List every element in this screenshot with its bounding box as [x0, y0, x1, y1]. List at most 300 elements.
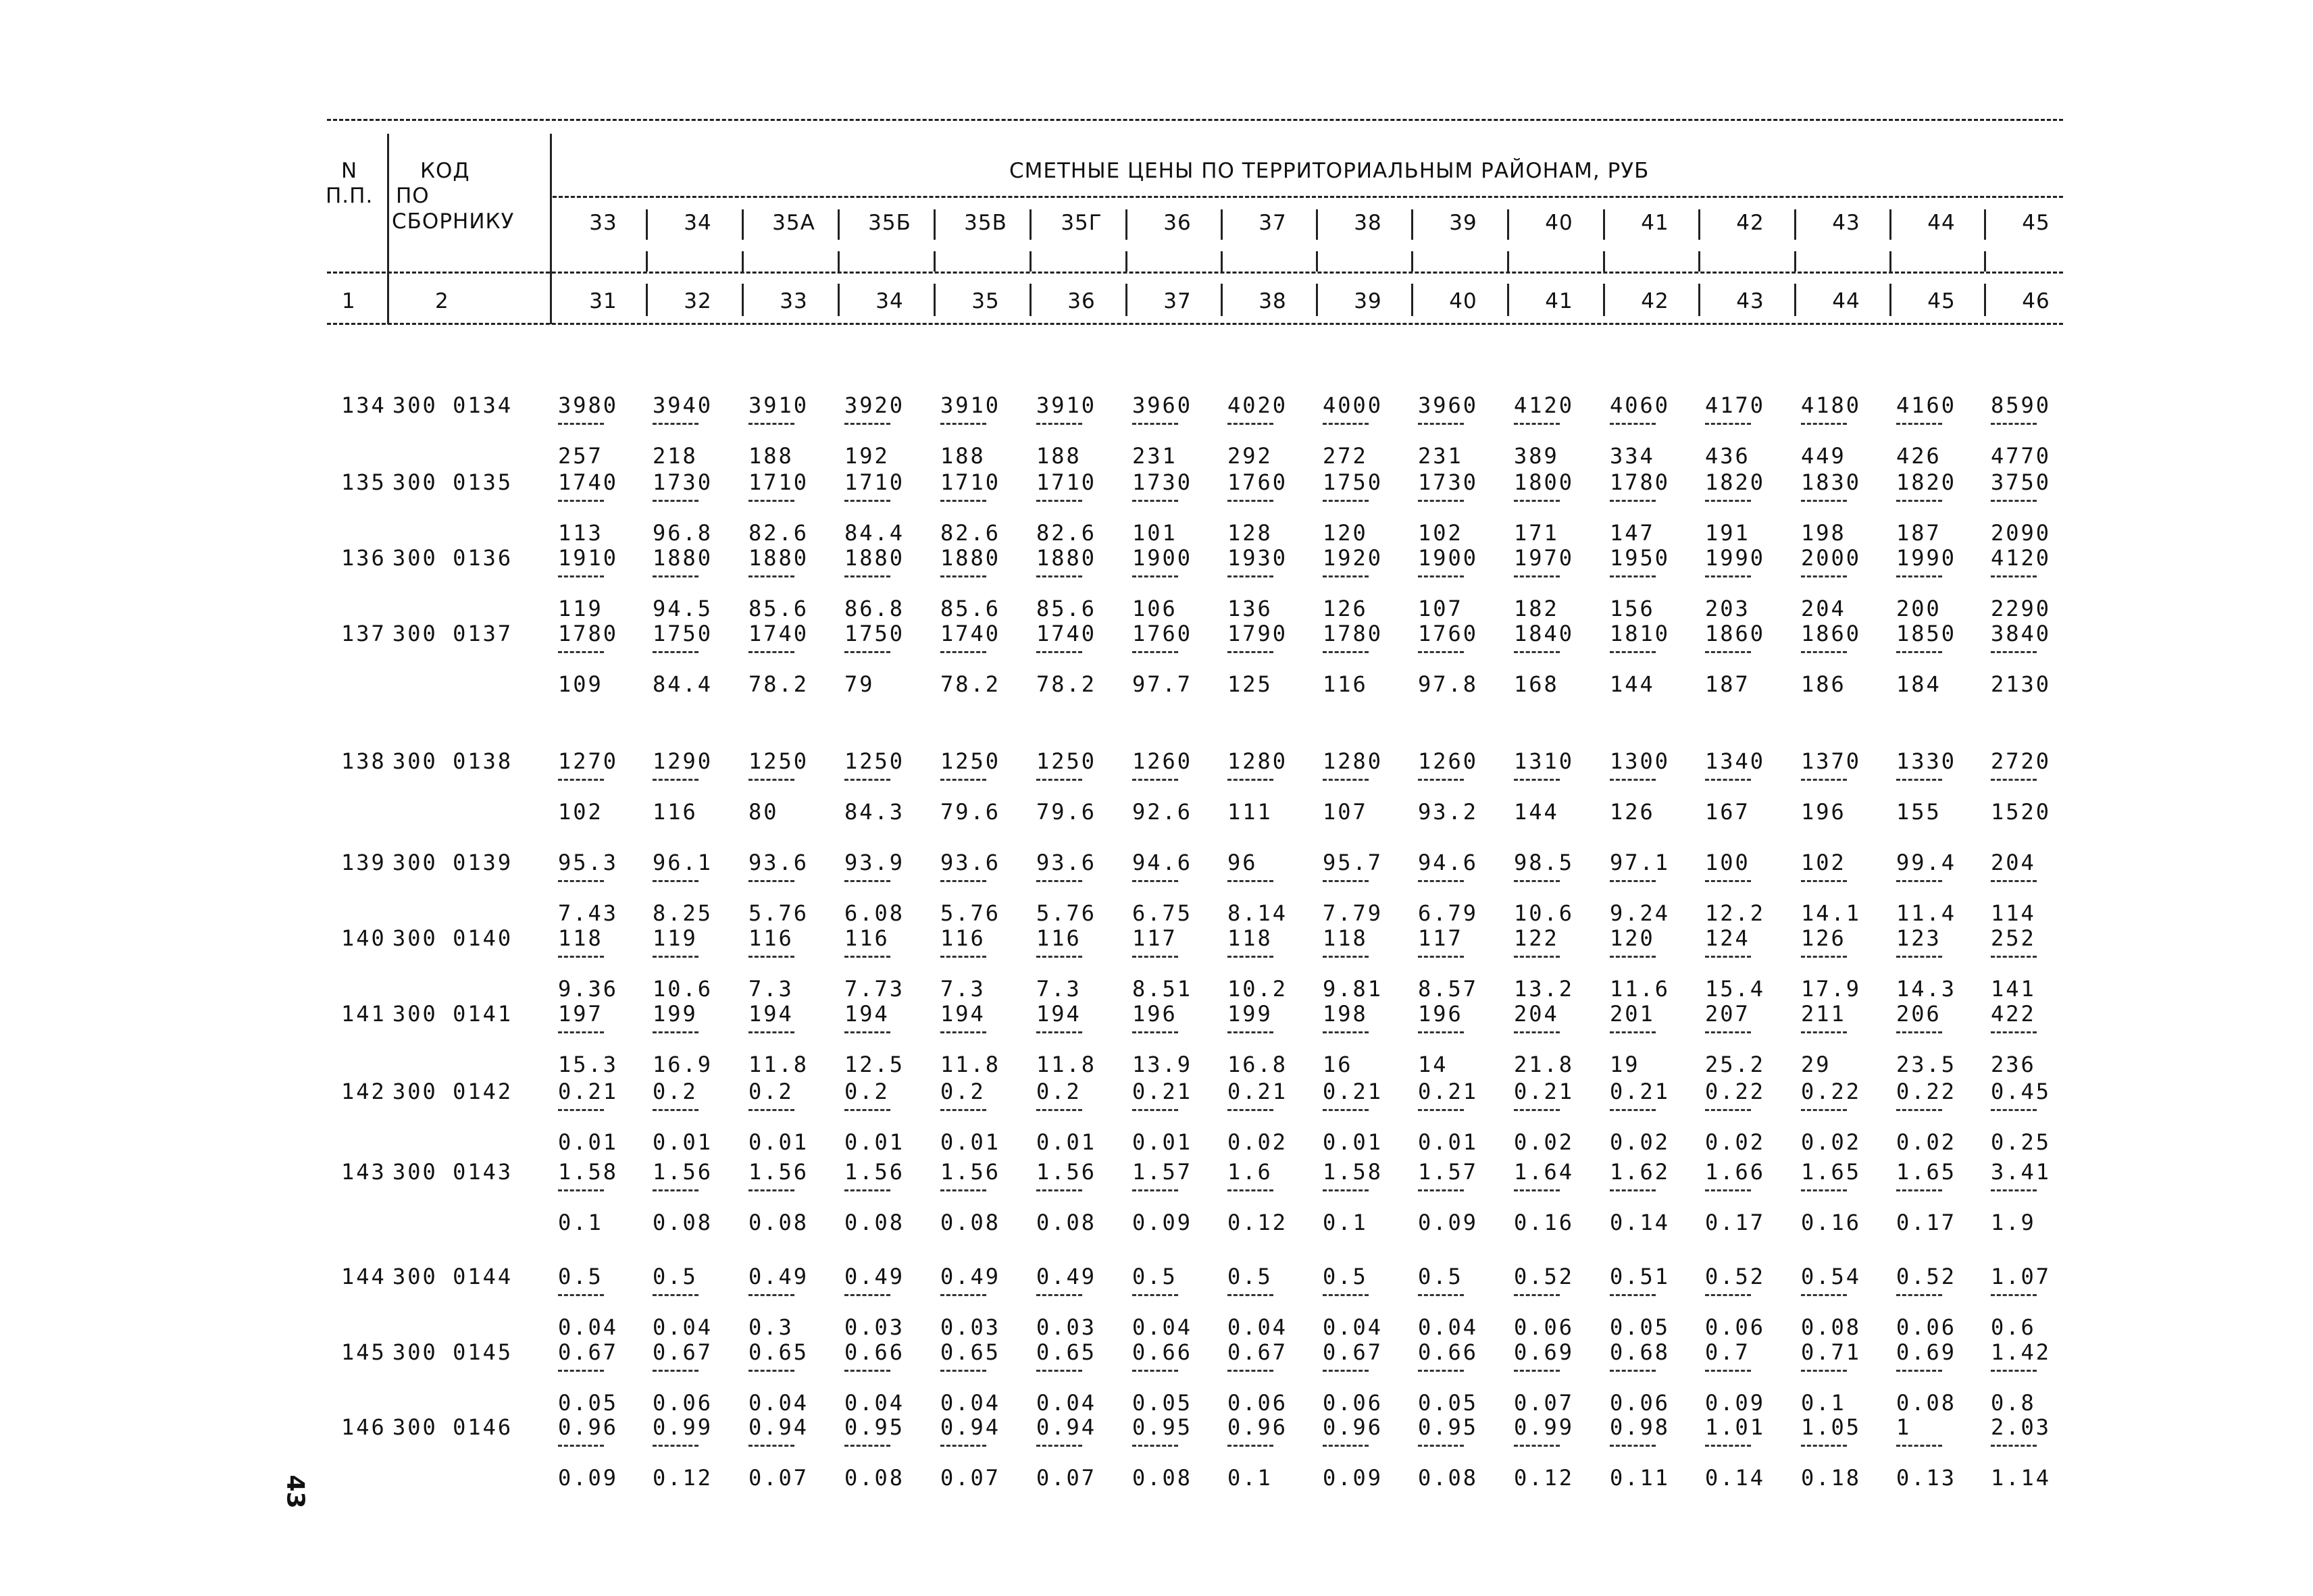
fraction-bar: [844, 1370, 890, 1372]
price-value-lower: 144: [1610, 671, 1655, 697]
price-value-lower: 168: [1514, 671, 1559, 697]
price-value-lower: 0.14: [1610, 1210, 1671, 1235]
fraction-bar: [1705, 1109, 1751, 1111]
fraction-bar: [748, 1370, 794, 1372]
price-value-lower: 0.6: [1991, 1314, 2036, 1340]
price-value: 116: [940, 925, 986, 951]
price-value-lower: 7.3: [1036, 976, 1082, 1002]
fraction-bar: [1610, 423, 1656, 425]
price-value: 1: [1896, 1414, 1912, 1440]
price-value: 204: [1514, 1001, 1559, 1027]
fraction-bar: [1896, 1109, 1942, 1111]
row-number: 141: [341, 1001, 386, 1027]
fraction-bar: [558, 500, 604, 502]
price-value-lower: 0.08: [844, 1210, 905, 1235]
price-value: 1370: [1801, 748, 1862, 774]
price-value-lower: 0.07: [1036, 1465, 1097, 1491]
column-number: 44: [1832, 289, 1860, 313]
fraction-bar: [1991, 779, 2037, 781]
price-value-lower: 16.9: [653, 1052, 713, 1077]
col-np-label-1: N: [341, 159, 358, 183]
price-value-lower: 10.6: [653, 976, 713, 1002]
fraction-bar: [1514, 575, 1560, 577]
fraction-bar: [1514, 779, 1560, 781]
fraction-bar: [844, 1294, 890, 1296]
price-value-lower: 231: [1132, 443, 1177, 469]
col-code-label-1: КОД: [420, 159, 470, 183]
price-value: 3940: [653, 392, 713, 418]
fraction-bar: [1991, 575, 2037, 577]
price-value: 8590: [1991, 392, 2052, 418]
price-value-lower: 7.73: [844, 976, 905, 1002]
price-value-lower: 8.51: [1132, 976, 1193, 1002]
price-value-lower: 126: [1610, 799, 1655, 825]
row-number: 135: [341, 469, 386, 495]
fraction-bar: [748, 1294, 794, 1296]
fraction-bar: [1610, 1445, 1656, 1447]
fraction-bar: [940, 779, 986, 781]
price-value: 98.5: [1514, 850, 1575, 875]
fraction-bar: [1705, 779, 1751, 781]
price-value-lower: 0.08: [1896, 1390, 1957, 1416]
fraction-bar: [1896, 1370, 1942, 1372]
price-value: 1880: [844, 545, 905, 571]
fraction-bar: [1991, 1445, 2037, 1447]
column-number-divider: [1889, 284, 1891, 316]
fraction-bar: [1036, 779, 1082, 781]
price-value: 118: [1323, 925, 1368, 951]
price-value: 0.96: [1227, 1414, 1288, 1440]
price-value-lower: 8.57: [1418, 976, 1479, 1002]
fraction-bar: [1036, 575, 1082, 577]
price-value: 1.65: [1896, 1159, 1957, 1185]
district-divider: [1698, 251, 1700, 272]
price-value: 1990: [1705, 545, 1766, 571]
price-value-lower: 0.02: [1801, 1129, 1862, 1155]
row-code: 300 0144: [392, 1264, 513, 1289]
fraction-bar: [558, 1031, 604, 1033]
price-value-lower: 0.04: [844, 1390, 905, 1416]
price-value: 1270: [558, 748, 619, 774]
price-value: 1910: [558, 545, 619, 571]
price-value: 122: [1514, 925, 1559, 951]
fraction-bar: [1801, 1189, 1847, 1191]
price-value-lower: 4770: [1991, 443, 2052, 469]
column-number: 33: [780, 289, 808, 313]
price-value: 0.21: [1418, 1079, 1479, 1104]
price-value: 3960: [1418, 392, 1479, 418]
price-value-lower: 0.09: [1418, 1210, 1479, 1235]
fraction-bar: [653, 880, 698, 882]
price-value-lower: 0.16: [1801, 1210, 1862, 1235]
price-value-lower: 0.09: [1323, 1465, 1383, 1491]
price-value: 194: [844, 1001, 890, 1027]
price-value-lower: 0.17: [1705, 1210, 1766, 1235]
price-value: 1850: [1896, 621, 1957, 646]
district-divider: [838, 209, 840, 240]
district-header: 34: [684, 211, 712, 235]
price-value: 4120: [1514, 392, 1575, 418]
fraction-bar: [1418, 1189, 1464, 1191]
price-value: 1260: [1132, 748, 1193, 774]
price-value-lower: 5.76: [1036, 900, 1097, 926]
price-value-lower: 0.09: [1705, 1390, 1766, 1416]
fraction-bar: [1705, 423, 1751, 425]
price-value-lower: 0.08: [1801, 1314, 1862, 1340]
price-value: 0.94: [940, 1414, 1001, 1440]
fraction-bar: [1896, 1031, 1942, 1033]
fraction-bar: [1610, 651, 1656, 653]
price-value: 0.2: [653, 1079, 698, 1104]
price-value-lower: 426: [1896, 443, 1941, 469]
price-value-lower: 126: [1323, 596, 1368, 621]
price-value: 1780: [1323, 621, 1383, 646]
price-value-lower: 0.08: [844, 1465, 905, 1491]
price-value-lower: 0.14: [1705, 1465, 1766, 1491]
fraction-bar: [844, 1189, 890, 1191]
fraction-bar: [558, 956, 604, 958]
district-divider: [934, 251, 936, 272]
fraction-bar: [1418, 880, 1464, 882]
district-header: 35А: [772, 211, 815, 235]
fraction-bar: [1418, 1445, 1464, 1447]
row-number: 146: [341, 1414, 386, 1440]
price-value: 0.94: [748, 1414, 809, 1440]
price-value-lower: 106: [1132, 596, 1177, 621]
fraction-bar: [940, 575, 986, 577]
price-value: 0.49: [1036, 1264, 1097, 1289]
price-value-lower: 116: [1323, 671, 1368, 697]
price-value: 1250: [748, 748, 809, 774]
price-value-lower: 94.5: [653, 596, 713, 621]
fraction-bar: [1227, 956, 1273, 958]
price-value: 4170: [1705, 392, 1766, 418]
price-value-lower: 188: [748, 443, 794, 469]
price-value: 116: [1036, 925, 1082, 951]
price-value: 1280: [1227, 748, 1288, 774]
column-number-divider: [1794, 284, 1796, 316]
price-value: 1740: [940, 621, 1001, 646]
price-value-lower: 196: [1801, 799, 1846, 825]
fraction-bar: [844, 880, 890, 882]
price-value: 1730: [653, 469, 713, 495]
price-value: 1.58: [558, 1159, 619, 1185]
price-value-lower: 107: [1323, 799, 1368, 825]
price-value: 0.2: [748, 1079, 794, 1104]
price-value-lower: 187: [1705, 671, 1750, 697]
row-number: 139: [341, 850, 386, 875]
fraction-bar: [748, 1109, 794, 1111]
fraction-bar: [1801, 1445, 1847, 1447]
price-value-lower: 144: [1514, 799, 1559, 825]
price-value-lower: 13.9: [1132, 1052, 1193, 1077]
fraction-bar: [558, 575, 604, 577]
fraction-bar: [844, 651, 890, 653]
price-value: 3910: [748, 392, 809, 418]
price-value-lower: 97.8: [1418, 671, 1479, 697]
fraction-bar: [653, 956, 698, 958]
price-value-lower: 0.16: [1514, 1210, 1575, 1235]
price-value: 95.3: [558, 850, 619, 875]
price-value: 1920: [1323, 545, 1383, 571]
fraction-bar: [1323, 1189, 1369, 1191]
price-value-lower: 25.2: [1705, 1052, 1766, 1077]
column-number-divider: [1125, 284, 1127, 316]
fraction-bar: [1036, 1189, 1082, 1191]
fraction-bar: [1132, 500, 1178, 502]
price-value: 117: [1418, 925, 1463, 951]
price-value-lower: 188: [940, 443, 986, 469]
price-value: 1250: [940, 748, 1001, 774]
fraction-bar: [1896, 500, 1942, 502]
fraction-bar: [1227, 779, 1273, 781]
price-value: 1950: [1610, 545, 1671, 571]
price-value-lower: 0.06: [1705, 1314, 1766, 1340]
fraction-bar: [940, 880, 986, 882]
price-value-lower: 8.25: [653, 900, 713, 926]
price-value: 3.41: [1991, 1159, 2052, 1185]
district-header: 33: [589, 211, 617, 235]
fraction-bar: [1991, 1189, 2037, 1191]
fraction-bar: [1227, 1189, 1273, 1191]
fraction-bar: [653, 1189, 698, 1191]
price-value: 1730: [1418, 469, 1479, 495]
district-header: 42: [1736, 211, 1764, 235]
fraction-bar: [1227, 1031, 1273, 1033]
price-value: 0.49: [748, 1264, 809, 1289]
fraction-bar: [558, 1189, 604, 1191]
price-value: 1880: [748, 545, 809, 571]
price-value: 1820: [1705, 469, 1766, 495]
fraction-bar: [1132, 880, 1178, 882]
price-value-lower: 119: [558, 596, 603, 621]
district-header: 35В: [964, 211, 1007, 235]
top-rule: [327, 119, 2063, 121]
price-value-lower: 16.8: [1227, 1052, 1288, 1077]
price-value-lower: 9.36: [558, 976, 619, 1002]
fraction-bar: [1610, 1294, 1656, 1296]
price-value: 0.22: [1801, 1079, 1862, 1104]
price-value: 0.99: [1514, 1414, 1575, 1440]
price-value-lower: 0.06: [1323, 1390, 1383, 1416]
column-number-divider: [1411, 284, 1413, 316]
fraction-bar: [558, 1294, 604, 1296]
price-value-lower: 0.04: [1323, 1314, 1383, 1340]
price-value: 1760: [1227, 469, 1288, 495]
fraction-bar: [1227, 1370, 1273, 1372]
price-value-lower: 0.1: [1801, 1390, 1846, 1416]
fraction-bar: [1991, 651, 2037, 653]
price-value-lower: 0.05: [558, 1390, 619, 1416]
fraction-bar: [748, 1031, 794, 1033]
fraction-bar: [1036, 1445, 1082, 1447]
fraction-bar: [1132, 1445, 1178, 1447]
price-value-lower: 0.1: [558, 1210, 603, 1235]
row-number: 142: [341, 1079, 386, 1104]
fraction-bar: [1418, 651, 1464, 653]
price-value: 100: [1705, 850, 1750, 875]
fraction-bar: [1514, 1370, 1560, 1372]
fraction-bar: [558, 779, 604, 781]
fraction-bar: [1323, 1294, 1369, 1296]
price-value-lower: 0.07: [940, 1465, 1001, 1491]
fraction-bar: [1991, 1031, 2037, 1033]
price-value: 0.21: [1132, 1079, 1193, 1104]
district-divider: [742, 251, 744, 272]
price-value-lower: 0.13: [1896, 1465, 1957, 1491]
fraction-bar: [748, 779, 794, 781]
district-divider: [1125, 209, 1127, 240]
price-value-lower: 102: [558, 799, 603, 825]
price-value: 196: [1418, 1001, 1463, 1027]
price-value-lower: 6.08: [844, 900, 905, 926]
fraction-bar: [1610, 500, 1656, 502]
price-value: 93.6: [940, 850, 1001, 875]
fraction-bar: [653, 1294, 698, 1296]
price-value: 0.96: [1323, 1414, 1383, 1440]
fraction-bar: [1514, 956, 1560, 958]
fraction-bar: [1991, 880, 2037, 882]
fraction-bar: [1514, 1109, 1560, 1111]
price-value-lower: 92.6: [1132, 799, 1193, 825]
price-value: 0.66: [844, 1339, 905, 1365]
fraction-bar: [748, 423, 794, 425]
price-value-lower: 128: [1227, 520, 1273, 546]
fraction-bar: [1036, 956, 1082, 958]
price-value: 1250: [844, 748, 905, 774]
price-value: 194: [1036, 1001, 1082, 1027]
price-value-lower: 218: [653, 443, 698, 469]
price-value-lower: 0.02: [1705, 1129, 1766, 1155]
price-value-lower: 78.2: [1036, 671, 1097, 697]
fraction-bar: [1227, 575, 1273, 577]
fraction-bar: [1610, 1370, 1656, 1372]
price-value-lower: 389: [1514, 443, 1559, 469]
price-value: 196: [1132, 1001, 1177, 1027]
district-header: 43: [1832, 211, 1860, 235]
fraction-bar: [1132, 1189, 1178, 1191]
column-number: 43: [1736, 289, 1764, 313]
price-value: 1750: [844, 621, 905, 646]
column-number-divider: [1316, 284, 1318, 316]
fraction-bar: [940, 1445, 986, 1447]
fraction-bar: [1896, 1445, 1942, 1447]
price-value: 96.1: [653, 850, 713, 875]
price-value-lower: 5.76: [940, 900, 1001, 926]
fraction-bar: [844, 1031, 890, 1033]
column-number: 34: [875, 289, 904, 313]
price-value: 197: [558, 1001, 603, 1027]
price-value-lower: 84.4: [844, 520, 905, 546]
price-value: 1710: [940, 469, 1001, 495]
price-value-lower: 136: [1227, 596, 1273, 621]
price-value: 1900: [1132, 545, 1193, 571]
price-value-lower: 198: [1801, 520, 1846, 546]
fraction-bar: [558, 1109, 604, 1111]
fraction-bar: [1227, 880, 1273, 882]
price-value: 3960: [1132, 392, 1193, 418]
price-value-lower: 82.6: [748, 520, 809, 546]
price-value: 93.6: [1036, 850, 1097, 875]
fraction-bar: [1418, 1294, 1464, 1296]
fraction-bar: [653, 423, 698, 425]
fraction-bar: [1705, 1189, 1751, 1191]
district-header: 36: [1163, 211, 1192, 235]
fraction-bar: [940, 1370, 986, 1372]
column-number: 36: [1067, 289, 1096, 313]
price-value: 97.1: [1610, 850, 1671, 875]
price-value: 1970: [1514, 545, 1575, 571]
price-value: 0.21: [558, 1079, 619, 1104]
price-value-lower: 0.06: [1610, 1390, 1671, 1416]
row-code: 300 0143: [392, 1159, 513, 1185]
column-number: 45: [1927, 289, 1956, 313]
price-value-lower: 1.9: [1991, 1210, 2036, 1235]
price-value-lower: 0.03: [1036, 1314, 1097, 1340]
row-code: 300 0142: [392, 1079, 513, 1104]
price-value-lower: 0.04: [748, 1390, 809, 1416]
price-value-lower: 0.06: [1227, 1390, 1288, 1416]
fraction-bar: [1418, 1031, 1464, 1033]
price-value-lower: 0.01: [1418, 1129, 1479, 1155]
district-divider: [1411, 209, 1413, 240]
fraction-bar: [940, 1031, 986, 1033]
column-number-divider: [1698, 284, 1700, 316]
row-code: 300 0141: [392, 1001, 513, 1027]
fraction-bar: [1514, 651, 1560, 653]
price-value-lower: 101: [1132, 520, 1177, 546]
price-value-lower: 23.5: [1896, 1052, 1957, 1077]
fraction-bar: [1610, 880, 1656, 882]
price-value: 0.2: [940, 1079, 986, 1104]
fraction-bar: [1227, 651, 1273, 653]
column-number: 41: [1545, 289, 1573, 313]
price-value: 0.65: [748, 1339, 809, 1365]
price-value: 1.64: [1514, 1159, 1575, 1185]
price-value-lower: 86.8: [844, 596, 905, 621]
fraction-bar: [1705, 956, 1751, 958]
price-value: 124: [1705, 925, 1750, 951]
fraction-bar: [653, 1445, 698, 1447]
fraction-bar: [1418, 575, 1464, 577]
fraction-bar: [653, 779, 698, 781]
header-mid-rule: [327, 272, 2063, 274]
fraction-bar: [1036, 880, 1082, 882]
price-value-lower: 0.08: [1132, 1465, 1193, 1491]
price-value: 1710: [748, 469, 809, 495]
price-value: 198: [1323, 1001, 1368, 1027]
price-value: 0.5: [653, 1264, 698, 1289]
price-value: 1860: [1801, 621, 1862, 646]
price-value: 118: [1227, 925, 1273, 951]
fraction-bar: [1132, 575, 1178, 577]
price-value: 0.5: [558, 1264, 603, 1289]
fraction-bar: [1323, 500, 1369, 502]
fraction-bar: [1705, 500, 1751, 502]
price-value: 207: [1705, 1001, 1750, 1027]
fraction-bar: [1036, 1370, 1082, 1372]
fraction-bar: [1036, 1109, 1082, 1111]
price-value-lower: 0.05: [1418, 1390, 1479, 1416]
fraction-bar: [748, 956, 794, 958]
price-value: 3920: [844, 392, 905, 418]
fraction-bar: [1991, 423, 2037, 425]
column-number: 42: [1641, 289, 1669, 313]
price-value-lower: 12.2: [1705, 900, 1766, 926]
column-number: 40: [1449, 289, 1477, 313]
price-value: 1750: [1323, 469, 1383, 495]
fraction-bar: [940, 1294, 986, 1296]
